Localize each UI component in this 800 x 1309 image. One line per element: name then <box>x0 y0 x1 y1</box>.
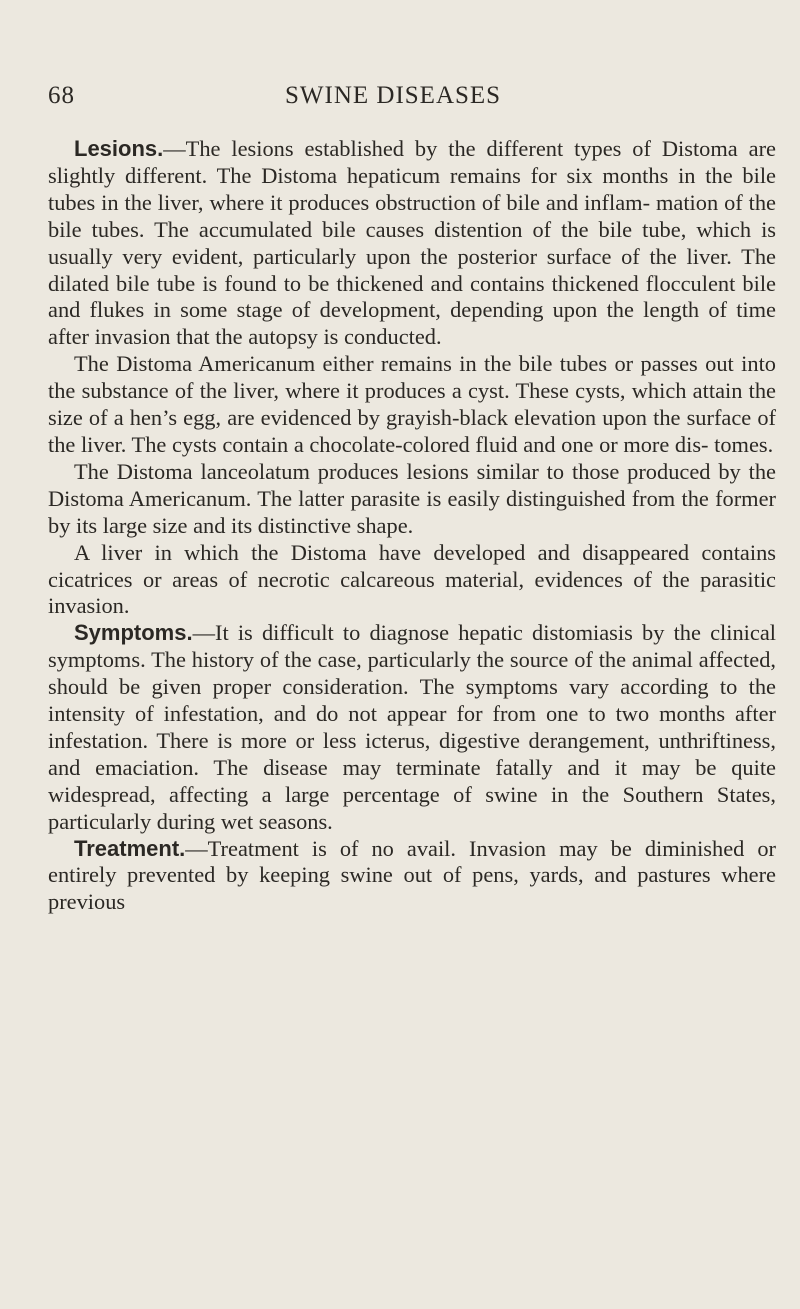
paragraph-text: The Distoma lanceolatum produces lesions similar to those produced by the Distoma Americanum. The latter parasite is easily distinguished from the former by its large size and its distinctive shape. <box>48 458 776 538</box>
section-heading-treatment: Treatment. <box>74 835 186 861</box>
paragraph-lesions <box>48 136 776 351</box>
paragraph-text: —Treatment is of no avail. Invasion may be diminished or entirely prevented by keeping swine out of pens, yards, and pastures where previous <box>48 835 776 915</box>
paragraph-symptoms <box>48 620 776 835</box>
page-header <box>0 82 800 116</box>
paragraph-liver-cicatrices <box>48 540 776 621</box>
page-number: 68 <box>48 82 75 109</box>
paragraph-treatment <box>48 836 776 917</box>
section-heading-symptoms: Symptoms. <box>74 620 193 646</box>
paragraph-distoma-americanum <box>48 351 776 459</box>
running-title: SWINE DISEASES <box>285 82 502 109</box>
paragraph-text: The Distoma Americanum either remains in the bile tubes or passes out into the substance of the liver, where it produces a cyst. These cysts, which attain the size of a hen’s egg, are evidenced by grayish-black elevation upon the surface of the liver. The cysts contain a chocolate-colored fluid and one or more dis- tomes. <box>48 351 776 457</box>
paragraph-text: —The lesions established by the different types of Distoma are slightly different. The Distoma hepaticum remains for six months in the bile tubes in the liver, where it produces obstruction of bile and inflam- mation of the bile tubes. The accumulated bile causes distention of the bile tube, which is usually very evident, particularly upon the posterior surface of the liver. The dilated bile tube is found to be thickened and contains thickened flocculent bile and flukes in some stage of development, depending upon the length of time after invasion that the autopsy is conducted. <box>48 136 776 350</box>
section-heading-lesions: Lesions. <box>74 136 164 161</box>
body-text <box>48 136 776 916</box>
paragraph-text: —It is difficult to diagnose hepatic distomiasis by the clinical symptoms. The history of the case, particularly the source of the animal affected, should be given proper consideration. The symptoms vary according to the intensity of infestation, and do not appear for from one to two months after infestation. There is more or less icterus, digestive derangement, unthriftiness, and emaciation. The disease may terminate fatally and it may be quite widespread, affecting a large percentage of swine in the Southern States, particularly during wet seasons. <box>48 620 776 834</box>
paragraph-distoma-lanceolatum <box>48 459 776 540</box>
paragraph-text: A liver in which the Distoma have developed and disappeared contains cicatrices or areas of necrotic calcareous material, evidences of the parasitic invasion. <box>48 539 776 619</box>
